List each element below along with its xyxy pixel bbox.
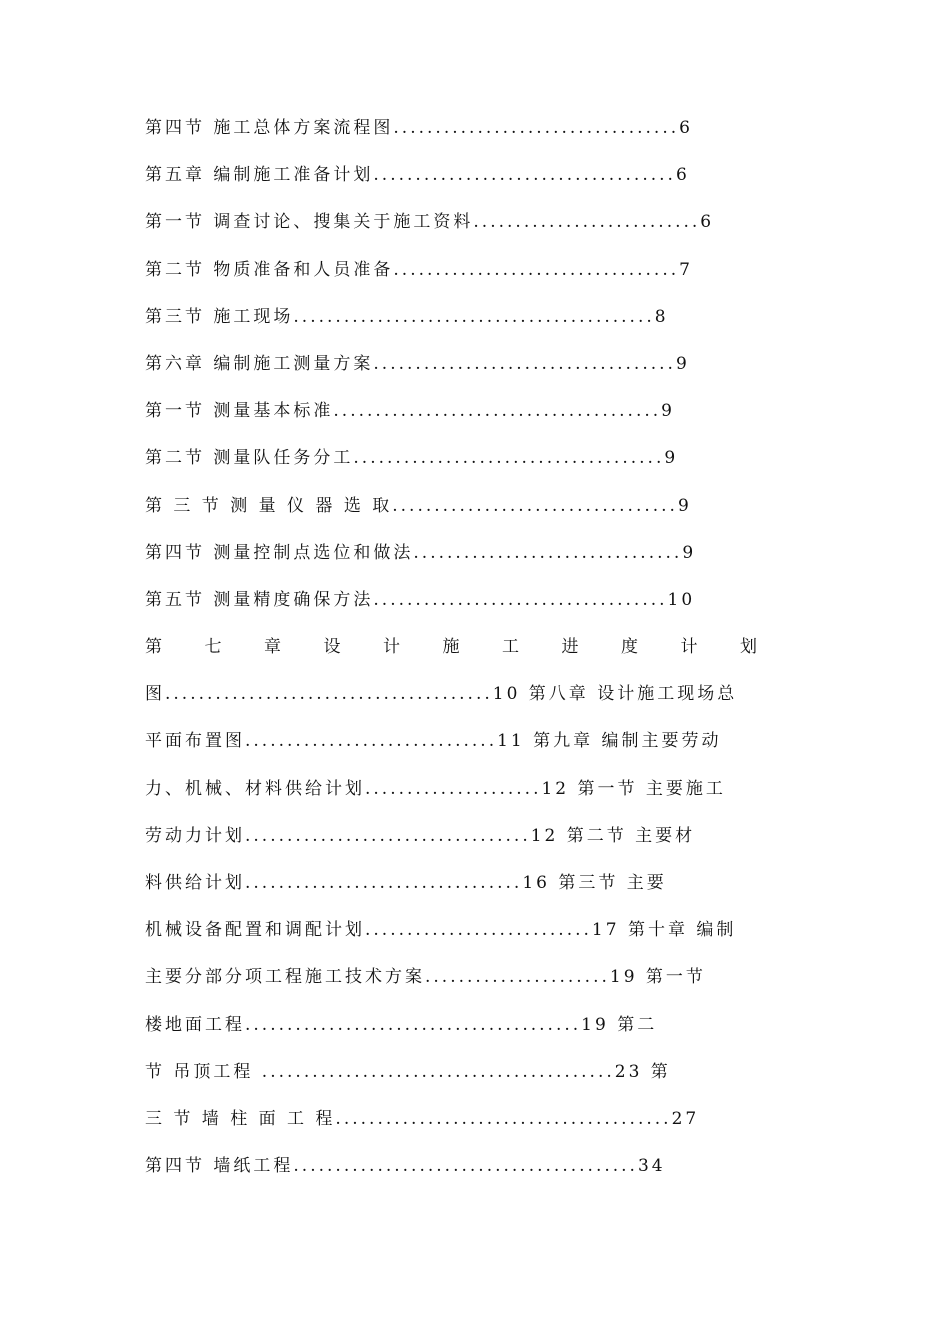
toc-line[interactable]: 平面布置图..............................11 第九章 编制主要劳动 [145,731,722,752]
toc-line[interactable]: 料供给计划.................................16 第三节 主要 [145,873,667,893]
toc-line[interactable]: 第四节 施工总体方案流程图..................................6 [145,118,693,138]
toc-line[interactable]: 三 节 墙 柱 面 工 程........................................27 [145,1108,700,1129]
toc-line[interactable]: 第五节 测量精度确保方法...................................10 [145,589,696,610]
toc-line[interactable]: 第 七 章 设 计 施 工 进 度 计 划 [145,637,757,658]
toc-line[interactable]: 第一节 测量基本标准.......................................9 [145,401,675,422]
toc-line[interactable]: 劳动力计划..................................12 第二节 主要材 [145,825,696,846]
toc-line[interactable]: 图.......................................10 第八章 设计施工现场总 [145,684,738,705]
toc-line[interactable]: 第 三 节 测 量 仪 器 选 取..................................9 [145,495,692,516]
toc-line[interactable]: 楼地面工程........................................19 第二 [145,1014,658,1035]
toc-line[interactable]: 第二节 物质准备和人员准备..................................7 [145,259,693,280]
toc-line[interactable]: 主要分部分项工程施工技术方案......................19 第一节 [145,967,706,988]
toc-line[interactable]: 第一节 调查讨论、搜集关于施工资料...........................6 [145,212,715,233]
toc-line[interactable]: 第二节 测量队任务分工.....................................9 [145,448,679,469]
toc-line[interactable]: 第五章 编制施工准备计划....................................6 [145,165,690,186]
toc-line[interactable]: 第三节 施工现场...........................................8 [145,306,669,327]
toc-line[interactable]: 第四节 墙纸工程.........................................34 [145,1156,666,1177]
toc-line[interactable]: 机械设备配置和调配计划...........................17 第十章 编制 [145,920,737,941]
toc-line[interactable]: 节 吊顶工程 ..........................................23 第 [145,1061,671,1082]
toc-line[interactable]: 第六章 编制施工测量方案....................................9 [145,353,690,374]
table-of-contents [145,108,757,1193]
toc-line[interactable]: 力、机械、材料供给计划.....................12 第一节 主要施工 [145,778,726,799]
toc-line[interactable]: 第四节 测量控制点选位和做法................................9 [145,542,697,563]
